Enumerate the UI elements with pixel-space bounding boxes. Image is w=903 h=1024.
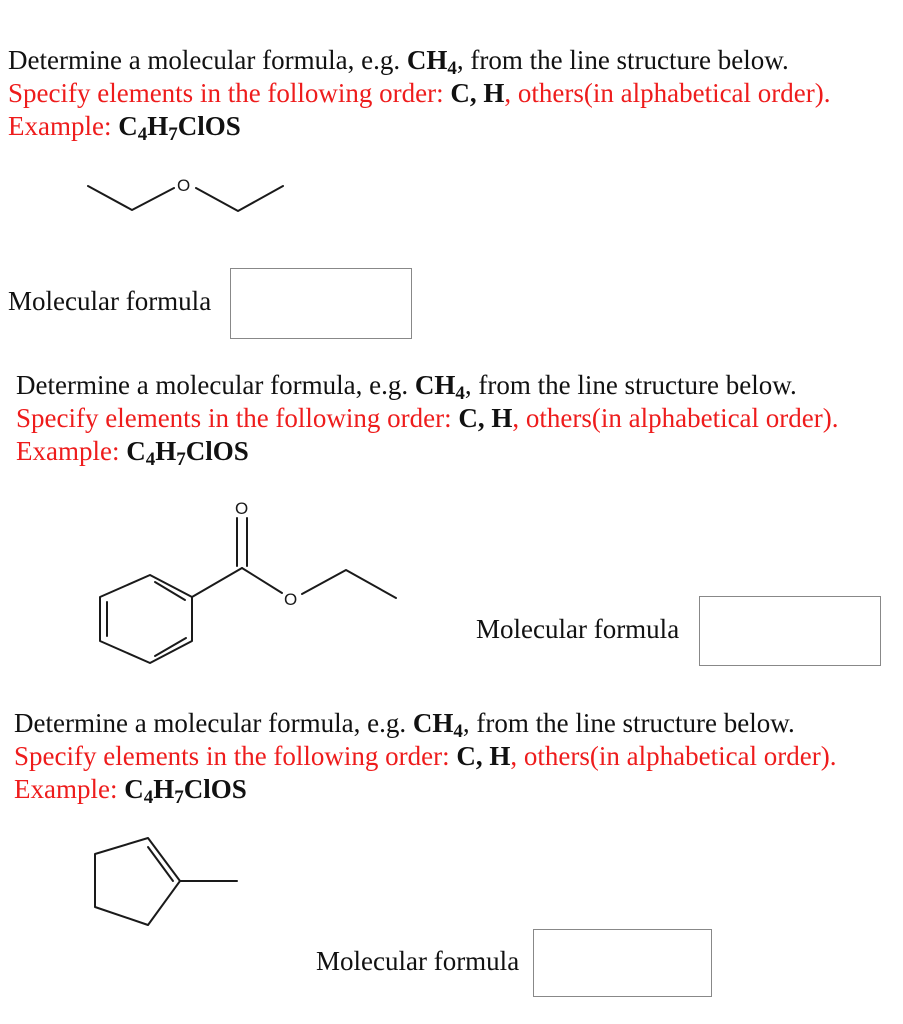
- molecular-formula-input-2[interactable]: [699, 596, 881, 666]
- question-3: [14, 707, 837, 806]
- cyclopentene-ring: [95, 838, 180, 925]
- atom-oxygen: O: [177, 176, 191, 195]
- bond-ring-carbonyl: [192, 568, 242, 597]
- molecular-formula-input-3[interactable]: [533, 929, 712, 997]
- atom-carbonyl-oxygen: O: [235, 499, 249, 518]
- structure-diethyl-ether: [80, 168, 300, 228]
- answer-label: Molecular formula: [476, 614, 680, 644]
- bond-ethyl: [302, 570, 396, 598]
- example-formula: $C_4H_7ClOS$: [126, 436, 249, 470]
- order-line: Specify elements in the following order: C, H, others(in alphabetical order).: [8, 78, 831, 108]
- question-1: [8, 44, 831, 143]
- example-line: Example: $C_4H_7ClOS$: [14, 774, 247, 808]
- bond-left-ethyl: [88, 186, 174, 210]
- order-line: Specify elements in the following order: C, H, others(in alphabetical order).: [16, 403, 839, 433]
- example-formula: $C_4H_7ClOS$: [124, 774, 247, 808]
- prompt-line: Determine a molecular formula, e.g. $CH_4$, from the line structure below.: [16, 370, 797, 404]
- order-line: Specify elements in the following order: C, H, others(in alphabetical order).: [14, 741, 837, 771]
- answer-label: Molecular formula: [8, 286, 212, 316]
- atom-ester-oxygen: O: [284, 590, 298, 609]
- prompt-line: Determine a molecular formula, e.g. $CH_4$, from the line structure below.: [14, 708, 795, 742]
- structure-ethyl-benzoate: [90, 498, 410, 678]
- example-ch4: $CH_4$: [414, 370, 465, 404]
- question-2: [16, 369, 839, 468]
- benzene-ring: [100, 575, 192, 663]
- molecular-formula-input-1[interactable]: [230, 268, 412, 339]
- example-formula: $C_4H_7ClOS$: [118, 111, 241, 145]
- answer-label: Molecular formula: [316, 946, 520, 976]
- bond-carbonyl-ester-oxygen: [242, 568, 282, 593]
- structure-1-methylcyclopentene: [88, 832, 248, 937]
- example-line: Example: $C_4H_7ClOS$: [8, 111, 241, 145]
- bond-right-ethyl: [196, 186, 283, 211]
- example-ch4: $CH_4$: [412, 708, 463, 742]
- example-line: Example: $C_4H_7ClOS$: [16, 436, 249, 470]
- ring-double-bond: [148, 847, 173, 881]
- example-ch4: $CH_4$: [406, 45, 457, 79]
- prompt-line: Determine a molecular formula, e.g. $CH_4$, from the line structure below.: [8, 45, 789, 79]
